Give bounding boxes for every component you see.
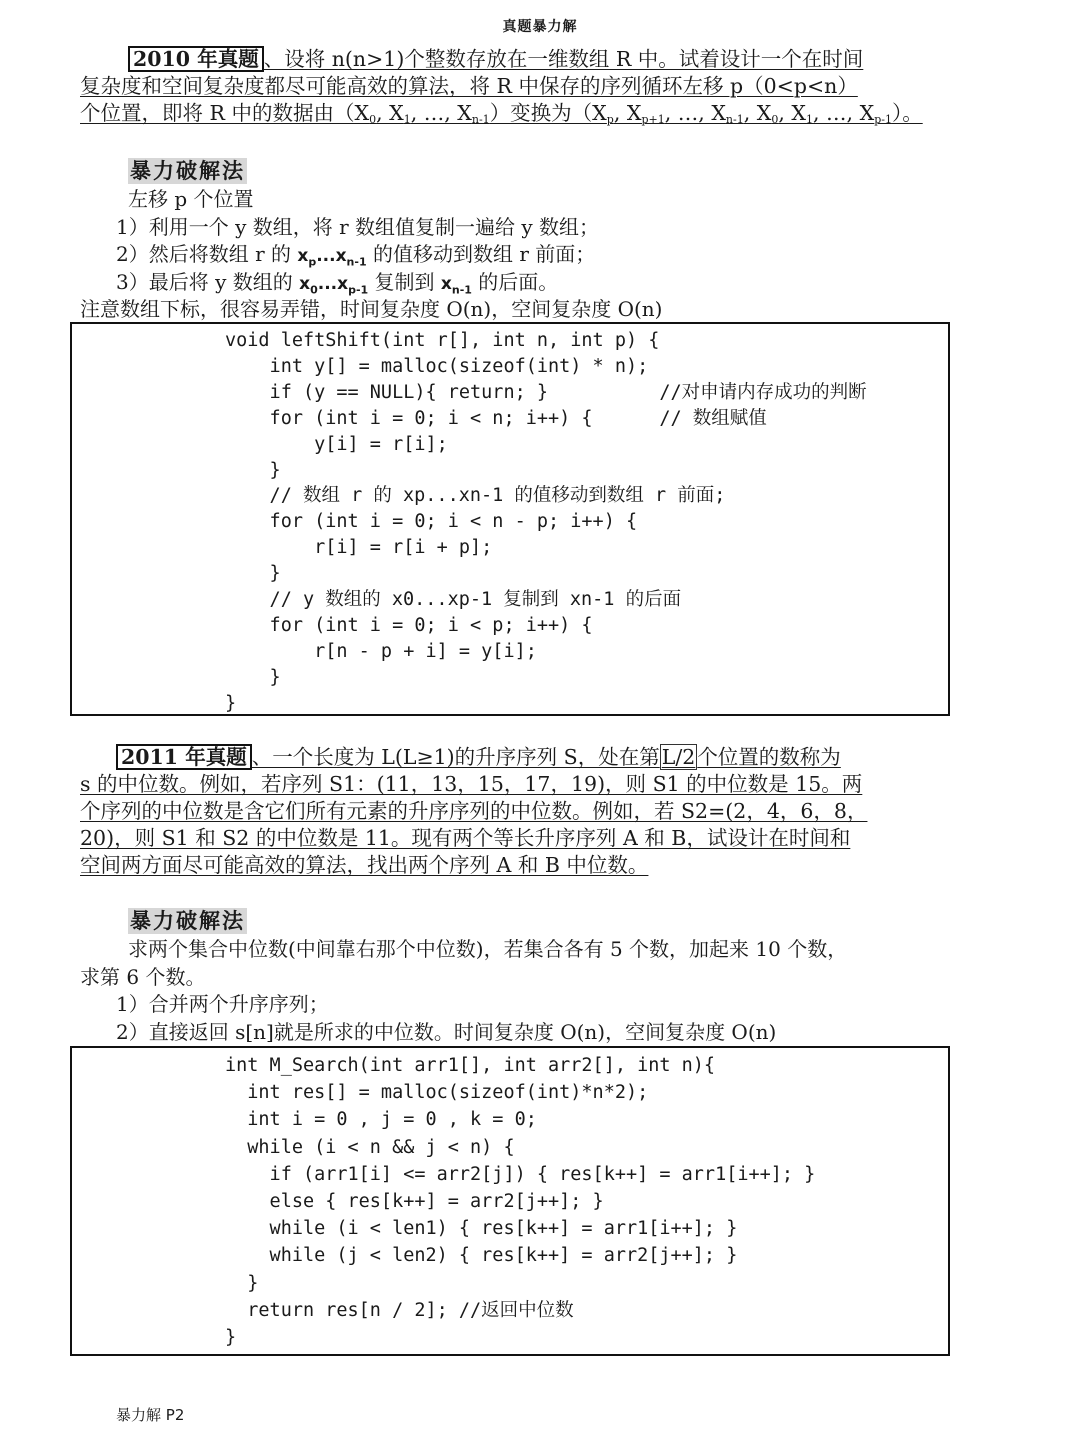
code-line: else { res[k++] = arr2[j++]; } (225, 1191, 604, 1213)
problem-2011-line-5: 空间两方面尽可能高效的算法，找出两个序列 A 和 B 中位数。 (80, 853, 649, 877)
code-median-search (225, 1052, 815, 1351)
code-line: // 数组 r 的 xp...xn-1 的值移动到数组 r 前面; (225, 485, 726, 507)
year-label-2011: 2011 年真题 (116, 744, 252, 770)
code-line: // y 数组的 x0...xp-1 复制到 xn-1 的后面 (225, 589, 682, 611)
code-line: int M_Search(int arr1[], int arr2[], int n){ (225, 1055, 716, 1076)
problem-2011-line-1: 2011 年真题 、一个长度为 L(L≥1)的升序序列 S，处在第L/2个位置的数称为 (80, 744, 942, 771)
section-1-note: 注意数组下标，很容易弄错，时间复杂度 O(n)，空间复杂度 O(n) (80, 297, 663, 321)
code-line: } (225, 1327, 237, 1349)
code-line: } (225, 1272, 259, 1294)
code-line: if (y == NULL){ return; } //对申请内存成功的判断 (225, 381, 867, 403)
code-line: int i = 0 , j = 0 , k = 0; (225, 1109, 537, 1131)
code-block-median-search (70, 1046, 950, 1356)
code-line: } (225, 563, 281, 585)
problem-2011 (80, 744, 942, 879)
code-line: r[i] = r[i + p]; (225, 537, 493, 559)
code-line: y[i] = r[i]; (225, 433, 448, 455)
section-2-step-2: 2）直接返回 s[n]就是所求的中位数。时间复杂度 O(n)，空间复杂度 O(n) (116, 1019, 777, 1044)
code-line: for (int i = 0; i < p; i++) { (225, 614, 593, 636)
section-2-step-1: 1）合并两个升序序列； (116, 992, 329, 1016)
page-header: 真题暴力解 (502, 19, 578, 35)
code-block-left-shift (70, 322, 950, 716)
section-1-step-3: 3）最后将 y 数组的 $x_0...x_{p-1}$ 复制到 $x_{n-1}$ 的后面。 (116, 269, 559, 296)
section-heading-brute-force-1: 暴力破解法 (130, 158, 245, 183)
code-left-shift (225, 328, 867, 717)
section-1-step-1: 1）利用一个 y 数组，将 r 数组值复制一遍给 y 数组； (116, 214, 600, 239)
code-line: for (int i = 0; i < n - p; i++) { (225, 511, 638, 533)
section-2-line-1: 求两个集合中位数(中间靠右那个中位数)，若集合各有 5 个数，加起来 10 个数， (128, 937, 848, 961)
problem-2011-line-2: s 的中位数。例如，若序列 S1：(11，13，15，17，19)，则 S1 的中位数是 15。两 (80, 772, 863, 796)
code-line: while (i < len1) { res[k++] = arr1[i++]; } (225, 1218, 738, 1240)
section-1-text (80, 186, 960, 324)
code-line: r[n - p + i] = y[i]; (225, 640, 537, 662)
code-line: while (j < len2) { res[k++] = arr2[j++]; } (225, 1245, 738, 1267)
code-line: for (int i = 0; i < n; i++) { // 数组赋值 (225, 407, 767, 429)
code-line: } (225, 459, 281, 481)
problem-2010-line-3: 个位置，即将 R 中的数据由（$X_0$, $X_1$, …, $X_{n-1}$）变换为（$X_p$, $X_{p+1}$, …, $X_{n-1}$, $X_0$, $X_1$, …, $X_{p-1}$）。 (80, 101, 923, 126)
code-line: } (225, 666, 281, 688)
problem-2010-line-2: 复杂度和空间复杂度都尽可能高效的算法，将 R 中保存的序列循环左移 p（0<p<n） (80, 74, 858, 98)
problem-2011-line-4: 20)，则 S1 和 S2 的中位数是 11。现有两个等长升序序列 A 和 B，试设计在时间和 (80, 826, 851, 850)
section-heading-brute-force-2: 暴力破解法 (130, 908, 245, 933)
section-2-text (80, 936, 960, 1046)
code-line: return res[n / 2]; //返回中位数 (225, 1299, 574, 1321)
code-line: void leftShift(int r[], int n, int p) { (225, 330, 660, 351)
year-label-2010: 2010 年真题 (128, 46, 264, 72)
page-footer: 暴力解 P2 (116, 1406, 185, 1424)
code-line: int res[] = malloc(sizeof(int)*n*2); (225, 1082, 649, 1104)
section-2-line-2: 求第 6 个数。 (80, 964, 206, 989)
section-1-line-1: 左移 p 个位置 (128, 187, 254, 211)
code-line: } (225, 692, 237, 714)
code-line: if (arr1[i] <= arr2[j]) { res[k++] = arr1[i++]; } (225, 1163, 816, 1185)
problem-2010 (80, 46, 942, 133)
code-line: int y[] = malloc(sizeof(int) * n); (225, 355, 649, 377)
section-1-step-2: 2）然后将数组 r 的 $x_p...x_{n-1}$ 的值移动到数组 r 前面； (116, 242, 596, 269)
code-line: while (i < n && j < n) { (225, 1136, 515, 1158)
problem-2010-line-1: 2010 年真题 、设将 n(n>1)个整数存放在一维数组 R 中。试着设计一个在时间 (80, 46, 942, 73)
problem-2011-line-3: 个序列的中位数是含它们所有元素的升序序列的中位数。例如，若 S2=(2，4，6，8， (80, 799, 868, 823)
